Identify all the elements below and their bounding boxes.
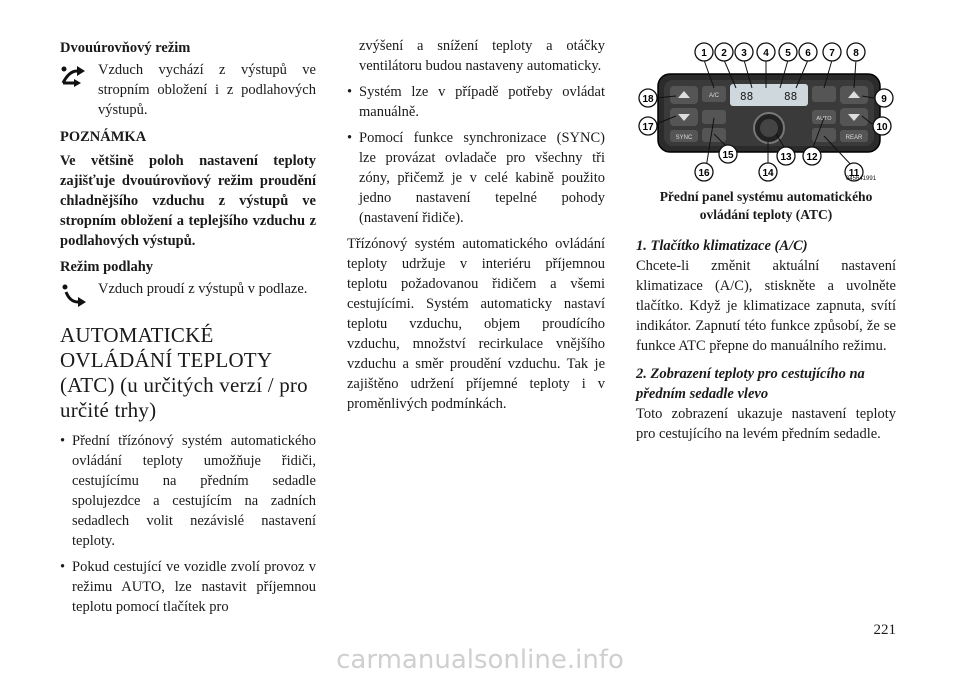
item1-heading: 1. Tlačítko klimatizace (A/C) xyxy=(636,238,808,254)
callout-label: 3 xyxy=(741,48,747,59)
item2-text: Toto zobrazení ukazuje nastavení teploty pro cestujícího na levém předním sedadle. xyxy=(636,406,896,442)
dual-level-mode xyxy=(60,60,316,120)
item1-text: Chcete-li změnit aktuální nastavení klimatizace (A/C), stiskněte a uvolněte tlačítko. Když je klimatizace zapnuta, svítí indikátor. Zapnutí této funkce způsobí, že se funkce ATC přepne do manuálního režimu. xyxy=(636,258,896,354)
list-item: • Systém lze v případě potřeby ovládat manuálně. xyxy=(347,84,605,120)
continued-text: zvýšení a snížení teploty a otáčky ventilátoru budou nastaveny automaticky. xyxy=(359,38,605,74)
ac-label: A/C xyxy=(708,93,720,99)
list-item: • Pokud cestující ve vozidle zvolí provoz v režimu AUTO, lze nastavit příjemnou teplotu pomocí tlačítek pro xyxy=(60,559,316,615)
floor-mode xyxy=(60,279,316,313)
dual-level-airflow-icon xyxy=(60,60,98,92)
bullet-icon: • xyxy=(347,84,353,100)
display-digits-right: 88 xyxy=(784,90,798,103)
figure-caption: Přední panel systému automatického ovládání teploty (ATC) xyxy=(659,189,873,222)
dual-level-heading: Dvouúrovňový režim xyxy=(60,40,191,56)
note-heading: POZNÁMKA xyxy=(60,129,147,145)
callout-label: 15 xyxy=(722,150,734,161)
bullet-icon: • xyxy=(60,433,66,449)
note-text: Ve většině poloh nastavení teploty zajišťuje dvouúrovňový režim proudění chladnějšího vzduchu z výstupů ve stropním obložení a teplejšího vzduchu z podlahových výstupů. xyxy=(60,153,316,249)
callout-label: 5 xyxy=(785,48,791,59)
callout-label: 11 xyxy=(848,168,860,179)
section-title: AUTOMATICKÉ OVLÁDÁNÍ TEPLOTY (ATC) (u určitých verzí / pro určité trhy) xyxy=(60,323,308,422)
atc-panel-figure xyxy=(636,36,896,184)
watermark: carmanualsonline.info xyxy=(336,645,624,675)
callout-label: 6 xyxy=(805,48,811,59)
callout-label: 18 xyxy=(642,94,654,105)
floor-mode-text: Vzduch proudí z výstupů v podlaze. xyxy=(98,281,308,297)
bullet-list xyxy=(60,431,316,617)
callout-label: 4 xyxy=(763,48,769,59)
callout-label: 16 xyxy=(698,168,710,179)
atc-description: Třízónový systém automatického ovládání teploty udržuje v interiéru příjemnou teplotu požadovanou řidičem a všemi cestujícími. Systém automaticky nastaví teplotu vzduchu, objem proudícího vzduchu, množství recirkulace vnějšího vzduchu a směr proudění vzduchu. Tak je zajištěno udržení příjemné teploty i v proměnlivých podmínkách. xyxy=(347,236,605,412)
dual-level-text: Vzduch vychází z výstupů ve stropním obložení i z podlahových výstupů. xyxy=(98,62,316,118)
callout-label: 14 xyxy=(762,168,774,179)
left-column xyxy=(60,36,316,623)
callout-label: 13 xyxy=(780,152,792,163)
middle-column xyxy=(347,36,605,414)
list-item: • Pomocí funkce synchronizace (SYNC) lze provázat ovladače pro všechny tři zóny, přičemž je v celé kabině použito jedno nastavení tepelné pohody (nastavení řidiče). xyxy=(347,130,605,226)
callout-label: 8 xyxy=(853,48,859,59)
sync-label: SYNC xyxy=(675,135,693,141)
bullet-icon: • xyxy=(60,559,66,575)
list-item: • Přední třízónový systém automatického ovládání teploty umožňuje řidiči, cestujícímu na předním sedadle spolujezdce a cestujícím na zadních sedadlech volit nezávislé nastavení teploty. xyxy=(60,433,316,549)
atc-panel-illustration xyxy=(636,36,896,184)
callout-label: 9 xyxy=(881,94,887,105)
figure-code: 045641991 xyxy=(846,176,877,182)
callout-label: 10 xyxy=(876,122,888,133)
display-digits-left: 88 xyxy=(740,90,754,103)
callout-label: 7 xyxy=(829,48,835,59)
floor-airflow-icon xyxy=(60,279,98,313)
rear-label: REAR xyxy=(845,135,863,141)
right-column xyxy=(636,36,896,444)
callout-label: 1 xyxy=(701,48,707,59)
bullet-icon: • xyxy=(347,130,353,146)
auto-label: AUTO xyxy=(816,116,832,122)
item2-heading: 2. Zobrazení teploty pro cestujícího na předním sedadle vlevo xyxy=(636,366,865,402)
callout-label: 17 xyxy=(642,122,654,133)
bullet-list xyxy=(347,82,605,228)
callout-label: 2 xyxy=(721,48,727,59)
callout-label: 12 xyxy=(806,152,818,163)
page-number: 221 xyxy=(873,622,896,638)
floor-mode-heading: Režim podlahy xyxy=(60,259,154,275)
